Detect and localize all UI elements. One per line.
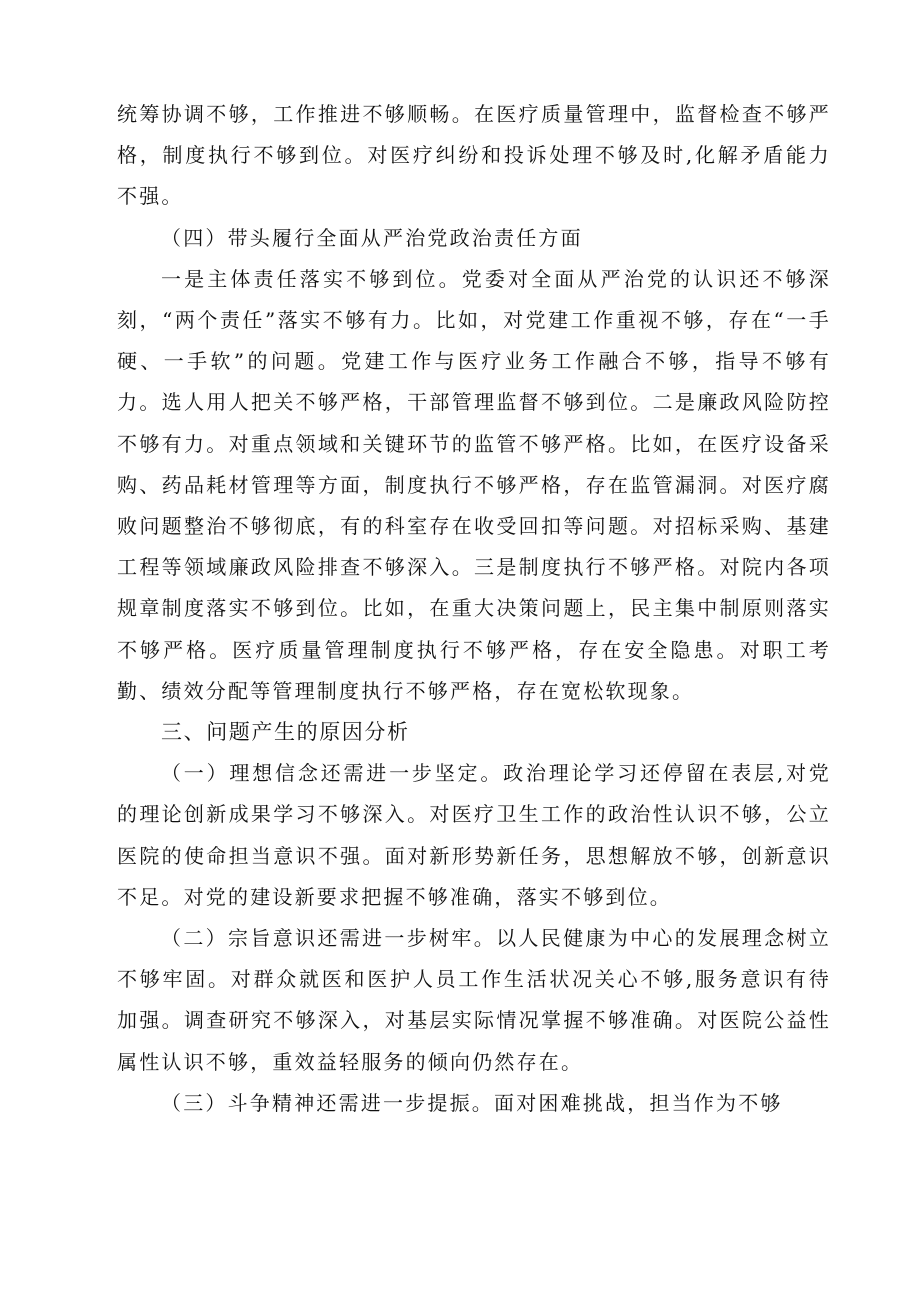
document-page bbox=[117, 94, 831, 1124]
subheading-four: （四）带头履行全面从严治党政治责任方面 bbox=[161, 225, 583, 250]
paragraph-responsibility: 一是主体责任落实不够到位。党委对全面从严治党的认识还不够深刻，“两个责任”落实不够有力。比如，对党建工作重视不够，存在“一手硬、一手软”的问题。党建工作与医疗业务工作融合不够，指导不够有力。选人用人把关不够严格，干部管理监督不够到位。二是廉政风险防控不够有力。对重点领域和关键环节的监管不够严格。比如，在医疗设备采购、药品耗材管理等方面，制度执行不够严格，存在监管漏洞。对医疗腐败问题整治不够彻底，有的科室存在收受回扣等问题。对招标采购、基建工程等领域廉政风险排查不够深入。三是制度执行不够严格。对院内各项规章制度落实不够到位。比如，在重大决策问题上，民主集中制原则落实不够严格。医疗质量管理制度执行不够严格，存在安全隐患。对职工考勤、绩效分配等管理制度执行不够严格，存在宽松软现象。 bbox=[117, 266, 831, 703]
paragraph-purpose: （二）宗旨意识还需进一步树牢。以人民健康为中心的发展理念树立不够牢固。对群众就医和医护人员工作生活状况关心不够,服务意识有待加强。调查研究不够深入，对基层实际情况掌握不够准确。对医院公益性属性认识不够，重效益轻服务的倾向仍然存在。 bbox=[117, 926, 831, 1074]
paragraph-struggle: （三）斗争精神还需进一步提振。面对困难挑战，担当作为不够 bbox=[161, 1090, 783, 1115]
paragraph-ideals: （一）理想信念还需进一步坚定。政治理论学习还停留在表层,对党的理论创新成果学习不够深入。对医疗卫生工作的政治性认识不够，公立医院的使命担当意识不强。面对新形势新任务，思想解放不够，创新意识不足。对党的建设新要求把握不够准确，落实不够到位。 bbox=[117, 761, 831, 909]
paragraph-continued: 统筹协调不够，工作推进不够顺畅。在医疗质量管理中，监督检查不够严格，制度执行不够到位。对医疗纠纷和投诉处理不够及时,化解矛盾能力不强。 bbox=[117, 102, 831, 209]
section-heading-cause-analysis: 三、问题产生的原因分析 bbox=[161, 720, 410, 745]
